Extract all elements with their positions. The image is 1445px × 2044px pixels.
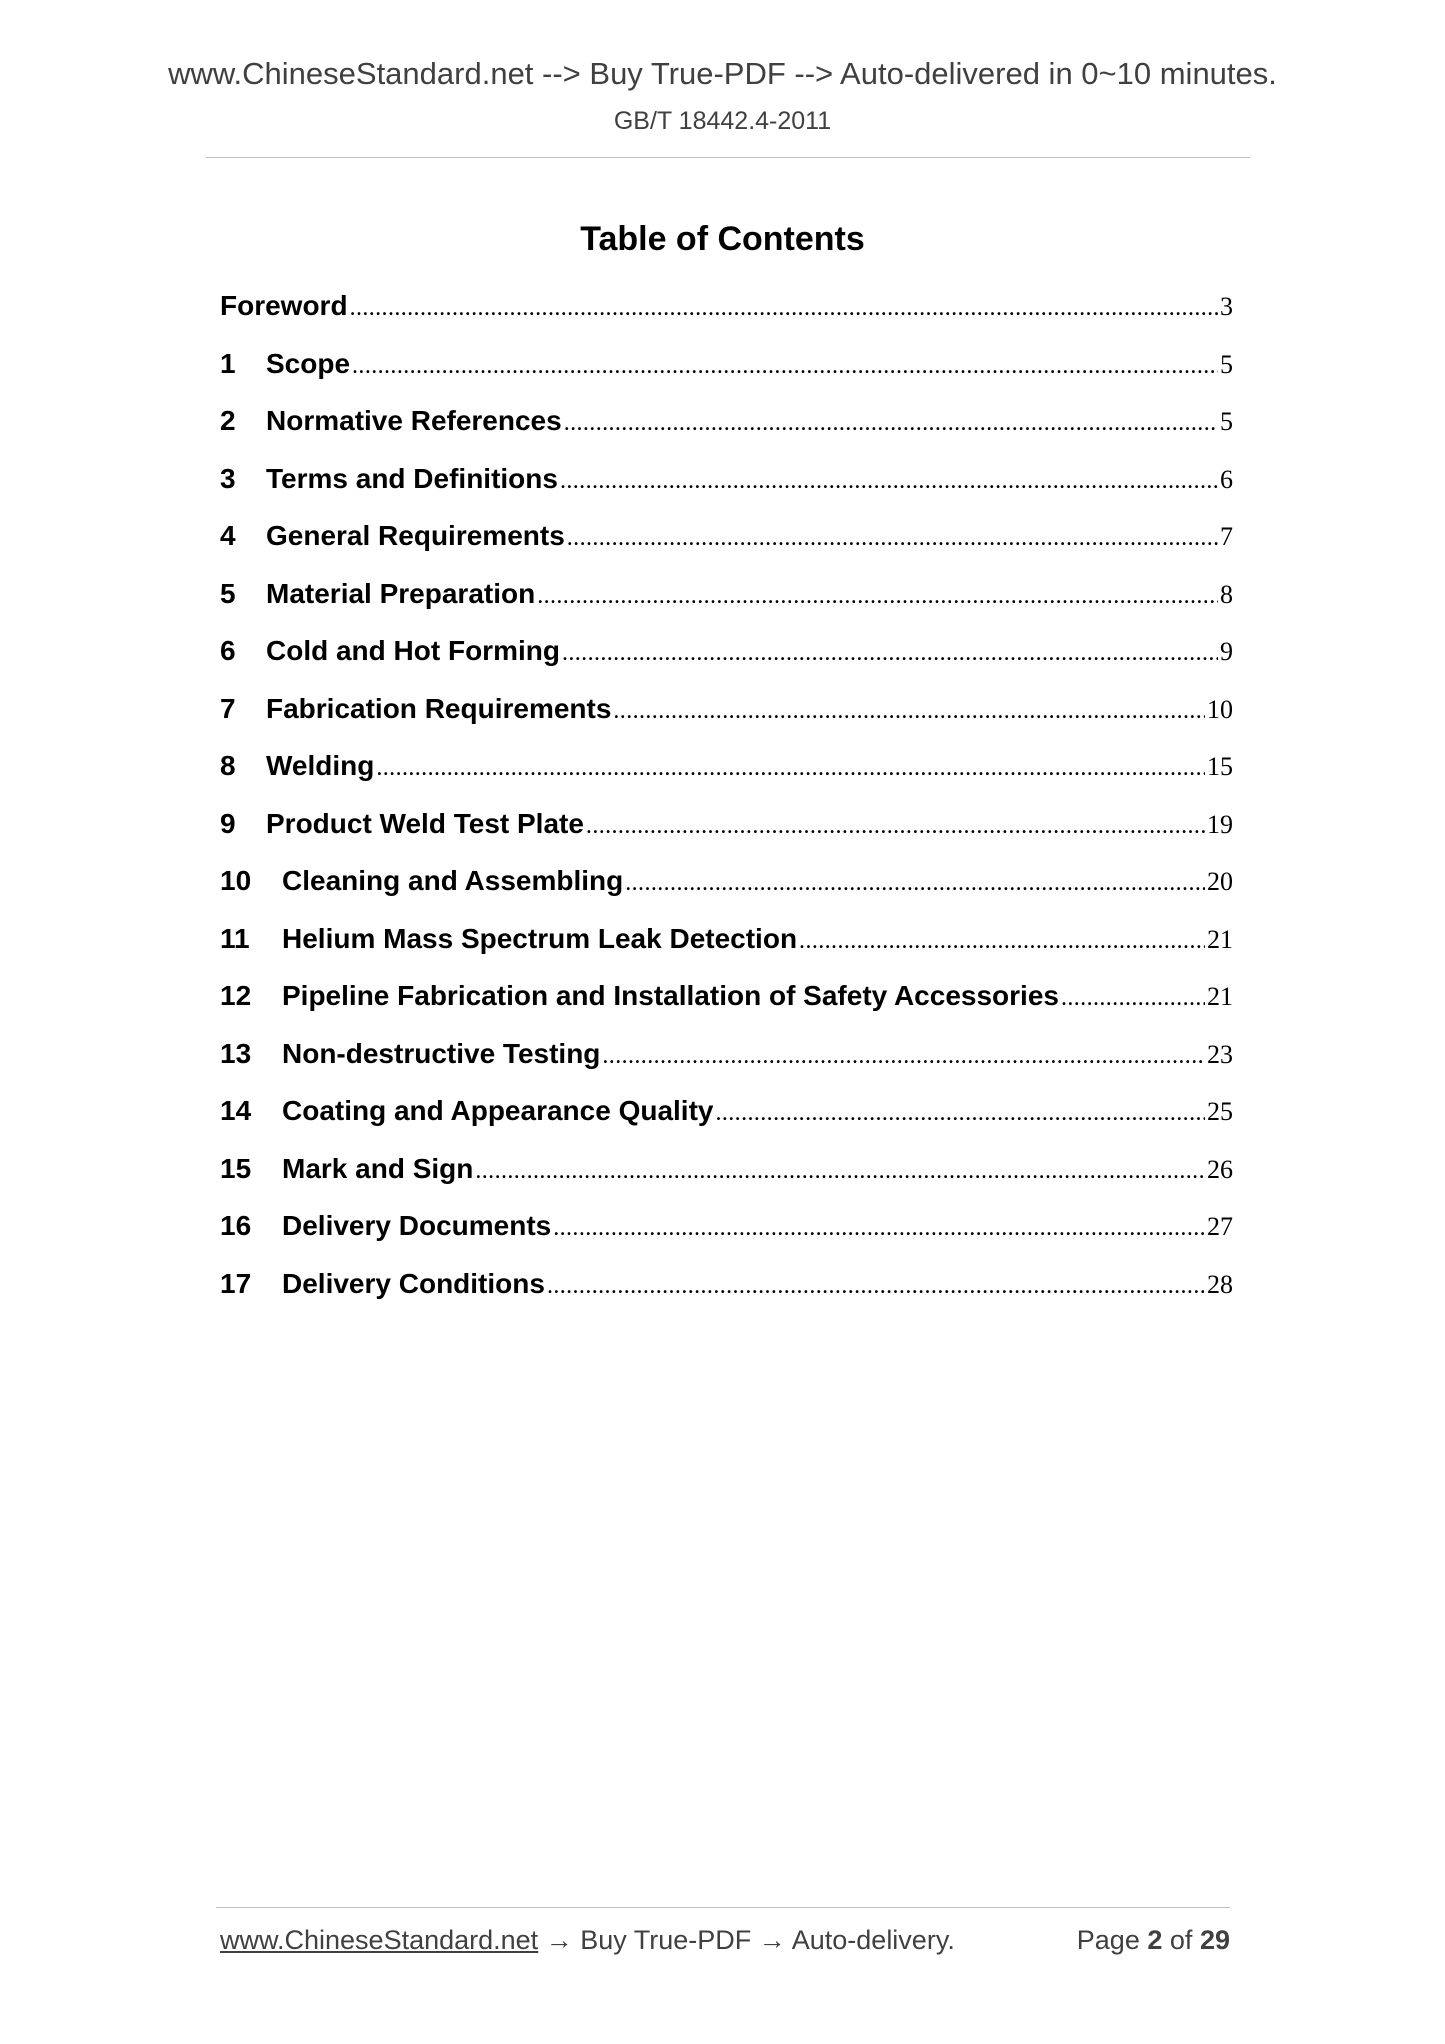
toc-entry-page: 21 xyxy=(1207,924,1233,954)
toc-entry-label xyxy=(220,976,1059,1016)
toc-entry-label xyxy=(220,516,565,556)
toc-entry-number: 11 xyxy=(220,922,250,954)
toc-leader-dots xyxy=(376,748,1205,788)
toc-entry-title: Foreword xyxy=(220,290,348,321)
toc-entry-3[interactable] xyxy=(220,459,1233,517)
toc-entry-label xyxy=(220,919,797,959)
toc-entry-foreword[interactable] xyxy=(220,286,1233,344)
toc-entry-10[interactable] xyxy=(220,861,1233,919)
toc-entry-8[interactable] xyxy=(220,746,1233,804)
toc-entry-title: Helium Mass Spectrum Leak Detection xyxy=(282,922,798,954)
toc-entry-label xyxy=(220,746,374,786)
toc-leader-dots xyxy=(567,518,1218,558)
toc-entry-13[interactable] xyxy=(220,1034,1233,1092)
toc-leader-dots xyxy=(537,576,1218,616)
toc-entry-page: 25 xyxy=(1207,1097,1233,1126)
toc-leader-dots xyxy=(475,1151,1205,1191)
toc-entry-title: Pipeline Fabrication and Installation of Safety Accessories xyxy=(282,980,1059,1011)
toc-entry-page: 23 xyxy=(1207,1039,1233,1069)
toc-entry-page: 15 xyxy=(1207,752,1233,781)
toc-entry-label xyxy=(220,401,562,441)
header-divider xyxy=(206,157,1250,158)
toc-entry-number: 7 xyxy=(220,692,236,724)
page-label: Page xyxy=(1076,1925,1140,1955)
toc-entry-number: 8 xyxy=(220,750,236,781)
page-of-label: of xyxy=(1169,1925,1193,1955)
toc-entry-17[interactable] xyxy=(220,1264,1233,1322)
toc-leader-dots xyxy=(613,691,1205,731)
toc-entry-title: Normative References xyxy=(266,405,562,436)
toc-entry-11[interactable] xyxy=(220,919,1233,977)
toc-entry-number: 9 xyxy=(220,807,236,839)
toc-entry-14[interactable] xyxy=(220,1091,1233,1149)
toc-entry-page: 7 xyxy=(1220,522,1233,551)
toc-list xyxy=(220,286,1233,1321)
site-link[interactable]: www.ChineseStandard.net xyxy=(220,1925,539,1955)
toc-entry-label xyxy=(220,574,535,614)
toc-entry-label xyxy=(220,804,584,844)
toc-leader-dots xyxy=(586,806,1205,846)
toc-entry-page: 10 xyxy=(1207,694,1233,724)
toc-entry-12[interactable] xyxy=(220,976,1233,1034)
footer-divider xyxy=(216,1907,1230,1908)
toc-leader-dots xyxy=(625,863,1205,903)
toc-entry-label xyxy=(220,1091,713,1131)
toc-entry-6[interactable] xyxy=(220,631,1233,689)
toc-entry-page: 5 xyxy=(1220,407,1233,436)
toc-entry-number: 5 xyxy=(220,577,236,609)
toc-leader-dots xyxy=(352,346,1218,386)
toc-entry-number: 17 xyxy=(220,1267,252,1299)
toc-entry-title: Coating and Appearance Quality xyxy=(282,1095,714,1126)
toc-entry-number: 2 xyxy=(220,405,236,436)
toc-entry-9[interactable] xyxy=(220,804,1233,862)
toc-leader-dots xyxy=(553,1208,1205,1248)
toc-entry-title: Cleaning and Assembling xyxy=(282,865,624,896)
toc-entry-number: 14 xyxy=(220,1095,252,1126)
toc-entry-number: 13 xyxy=(220,1037,252,1069)
toc-entry-2[interactable] xyxy=(220,401,1233,459)
toc-entry-page: 27 xyxy=(1207,1212,1233,1241)
toc-entry-title: Scope xyxy=(266,347,351,379)
toc-entry-label xyxy=(220,861,623,901)
toc-entry-title: Mark and Sign xyxy=(282,1152,474,1184)
toc-entry-page: 20 xyxy=(1207,867,1233,896)
toc-entry-number: 6 xyxy=(220,635,236,666)
toc-entry-15[interactable] xyxy=(220,1149,1233,1207)
toc-entry-label xyxy=(220,344,350,384)
toc-entry-label xyxy=(220,1149,473,1189)
toc-entry-page: 6 xyxy=(1220,464,1233,494)
toc-entry-title: Non-destructive Testing xyxy=(282,1037,601,1069)
toc-leader-dots xyxy=(547,1266,1205,1306)
page-indicator xyxy=(1077,1925,1230,1956)
toc-entry-page: 9 xyxy=(1220,637,1233,666)
toc-entry-number: 15 xyxy=(220,1152,252,1184)
toc-entry-number: 16 xyxy=(220,1210,252,1241)
toc-entry-7[interactable] xyxy=(220,689,1233,747)
toc-entry-page: 19 xyxy=(1207,809,1233,839)
toc-entry-title: Delivery Conditions xyxy=(282,1267,545,1299)
toc-entry-number: 1 xyxy=(220,347,236,379)
toc-entry-label xyxy=(220,1264,545,1304)
toc-entry-4[interactable] xyxy=(220,516,1233,574)
current-page-number: 2 xyxy=(1147,1925,1163,1955)
toc-leader-dots xyxy=(560,461,1218,501)
page-title: Table of Contents xyxy=(580,220,865,258)
total-page-number: 29 xyxy=(1199,1925,1230,1955)
toc-entry-page: 3 xyxy=(1220,292,1233,321)
toc-entry-label xyxy=(220,631,560,671)
toc-entry-title: Delivery Documents xyxy=(282,1210,552,1241)
toc-entry-label xyxy=(220,286,348,326)
toc-entry-title: Product Weld Test Plate xyxy=(266,807,584,839)
toc-leader-dots xyxy=(715,1093,1205,1133)
toc-entry-1[interactable] xyxy=(220,344,1233,402)
toc-entry-label xyxy=(220,689,611,729)
toc-entry-page: 5 xyxy=(1220,349,1233,379)
toc-entry-5[interactable] xyxy=(220,574,1233,632)
toc-entry-16[interactable] xyxy=(220,1206,1233,1264)
toc-leader-dots xyxy=(799,921,1205,961)
page-footer xyxy=(220,1925,1230,1956)
toc-entry-number: 10 xyxy=(220,865,252,896)
toc-leader-dots xyxy=(602,1036,1205,1076)
toc-entry-label xyxy=(220,459,558,499)
toc-entry-page: 26 xyxy=(1207,1154,1233,1184)
toc-entry-title: Material Preparation xyxy=(266,577,536,609)
toc-entry-number: 3 xyxy=(220,462,236,494)
footer-promo-text: → Buy True-PDF → Auto-delivery. xyxy=(538,1925,955,1955)
toc-entry-title: General Requirements xyxy=(266,520,565,551)
header-banner-text: www.ChineseStandard.net --> Buy True-PDF --> Auto-delivered in 0~10 minutes. xyxy=(168,56,1277,91)
toc-entry-label xyxy=(220,1206,551,1246)
toc-entry-title: Welding xyxy=(266,750,375,781)
toc-leader-dots xyxy=(350,288,1218,328)
toc-entry-label xyxy=(220,1034,600,1074)
toc-entry-page: 28 xyxy=(1207,1269,1233,1299)
toc-entry-title: Cold and Hot Forming xyxy=(266,635,560,666)
toc-entry-number: 12 xyxy=(220,980,252,1011)
toc-entry-page: 8 xyxy=(1220,579,1233,609)
toc-leader-dots xyxy=(564,403,1218,443)
footer-promo xyxy=(220,1925,955,1956)
toc-entry-page: 21 xyxy=(1207,982,1233,1011)
document-code: GB/T 18442.4-2011 xyxy=(613,107,832,135)
toc-entry-number: 4 xyxy=(220,520,236,551)
toc-leader-dots xyxy=(562,633,1218,673)
toc-leader-dots xyxy=(1061,978,1205,1018)
toc-entry-title: Fabrication Requirements xyxy=(266,692,612,724)
toc-entry-title: Terms and Definitions xyxy=(266,462,558,494)
